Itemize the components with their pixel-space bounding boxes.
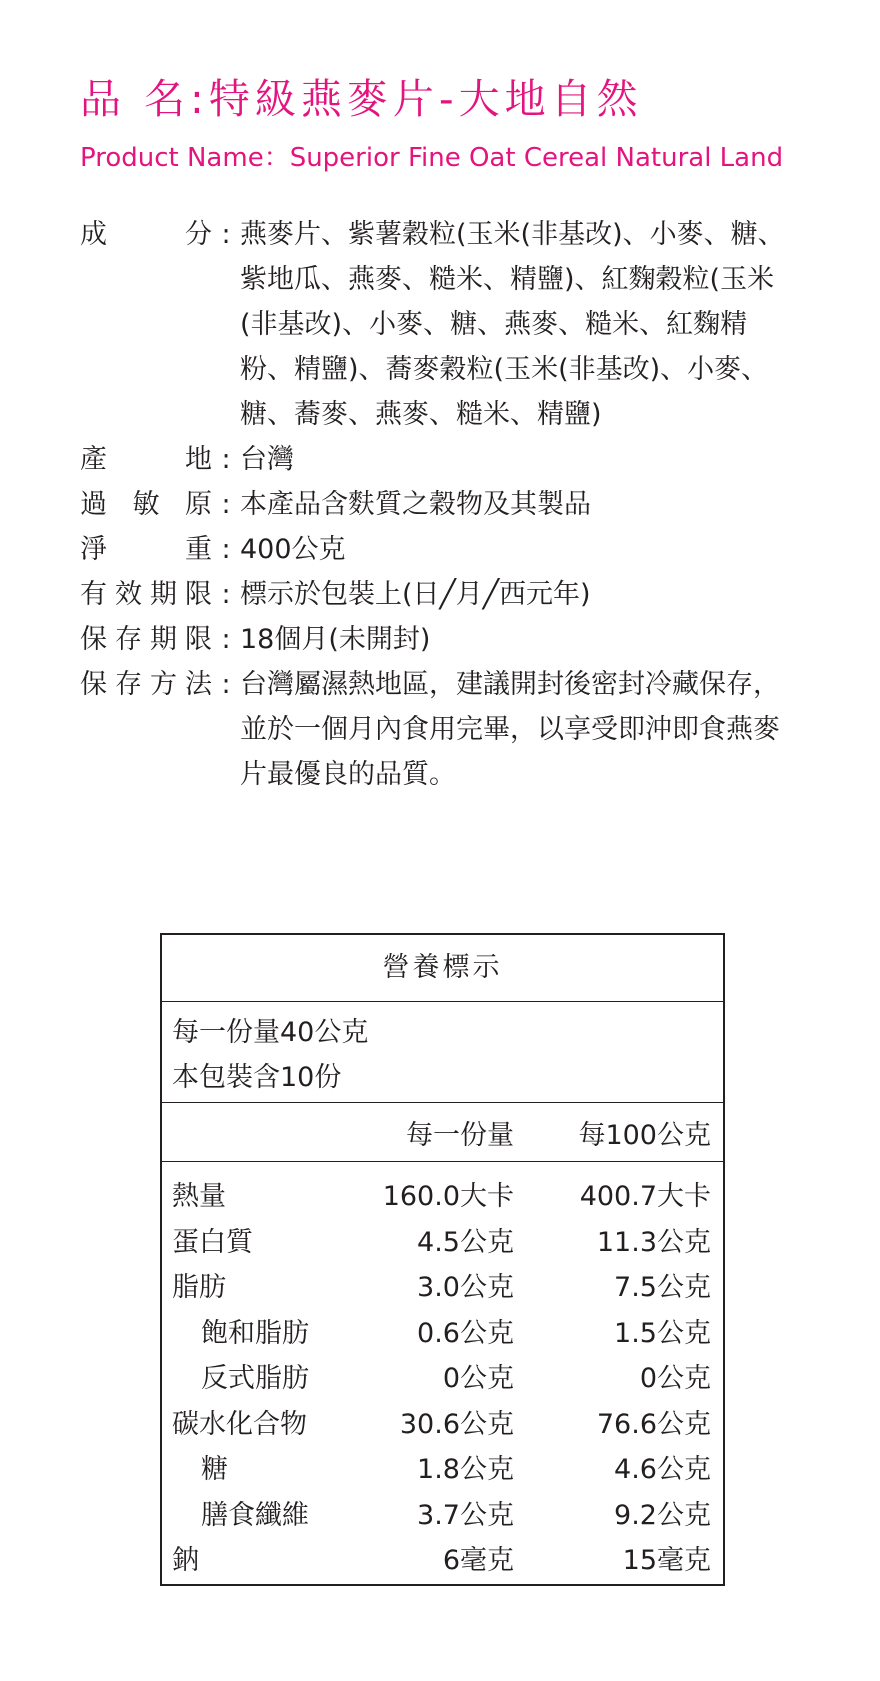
serving-size: 每一份量40公克 [172, 1017, 369, 1048]
spec-label [80, 527, 212, 572]
spec-label-char: 限 [185, 624, 212, 655]
product-title-zh: 品 名:特級燕麥片-大地自然 [80, 75, 643, 123]
per-100g-value: 9.2公克 [614, 1499, 711, 1531]
nutrient-name: 反式脂肪 [201, 1363, 309, 1394]
spec-label [80, 212, 212, 437]
spec-label-char: 重 [185, 534, 212, 565]
nutrition-row [162, 1174, 723, 1220]
nutrition-row [162, 1356, 723, 1402]
spec-label-char: 限 [185, 579, 212, 610]
per-serving-value: 1.8公克 [417, 1454, 514, 1485]
per-100g-value: 400.7大卡 [579, 1181, 711, 1212]
nutrient-name: 熱量 [172, 1181, 226, 1212]
nutrient-name: 飽和脂肪 [201, 1317, 309, 1349]
spec-row [80, 437, 840, 482]
product-specs [80, 212, 840, 797]
per-serving-value: 3.7公克 [417, 1499, 514, 1531]
nutrition-row [162, 1538, 723, 1584]
column-header-per-serving: 每一份量 [406, 1119, 514, 1151]
spec-colon: : [221, 579, 231, 610]
spec-colon: : [221, 219, 231, 250]
spec-label-char: 過 [80, 489, 107, 520]
spec-value: 本產品含麩質之穀物及其製品 [240, 489, 591, 520]
spec-value: 18個月(未開封) [240, 624, 431, 655]
per-100g-value: 0公克 [639, 1363, 711, 1394]
nutrition-header: 營養標示 [162, 935, 723, 1002]
spec-label-char: 效 [115, 579, 142, 610]
spec-row [80, 572, 840, 617]
spec-label-char: 有 [80, 579, 107, 610]
spec-colon: : [221, 489, 231, 520]
product-title-en: Product Name：Superior Fine Oat Cereal Natural Land [80, 143, 784, 173]
servings-per-pack: 本包裝含10份 [172, 1062, 342, 1093]
spec-colon: : [221, 534, 231, 565]
nutrition-column-headers [162, 1103, 723, 1162]
spec-value: 台灣屬濕熱地區，建議開封後密封冷藏保存，並於一個月內食用完畢，以享受即沖即食燕麥片最優良的品質。 [240, 669, 780, 790]
spec-label-char: 存 [115, 624, 142, 655]
spec-label-char: 保 [80, 669, 107, 700]
spec-label-char: 期 [150, 624, 177, 655]
spec-label [80, 572, 212, 617]
per-serving-value: 6毫克 [442, 1545, 514, 1576]
spec-value: 400公克 [240, 534, 346, 565]
spec-label-char: 原 [185, 489, 212, 520]
nutrient-name: 鈉 [172, 1545, 199, 1576]
spec-row [80, 617, 840, 662]
serving-info [162, 1002, 723, 1103]
nutrient-name: 蛋白質 [172, 1226, 253, 1258]
nutrition-row [162, 1493, 723, 1539]
per-100g-value: 7.5公克 [614, 1272, 711, 1303]
per-serving-value: 30.6公克 [399, 1408, 514, 1440]
spec-row [80, 662, 840, 797]
per-100g-value: 11.3公克 [596, 1226, 711, 1258]
spec-value: 標示於包裝上(日╱月╱西元年) [240, 579, 591, 610]
spec-value: 台灣 [240, 444, 294, 475]
spec-label [80, 662, 212, 797]
per-serving-value: 0公克 [442, 1363, 514, 1394]
per-100g-value: 4.6公克 [614, 1454, 711, 1485]
spec-row [80, 482, 840, 527]
nutrient-name: 糖 [201, 1454, 228, 1485]
per-100g-value: 76.6公克 [596, 1408, 711, 1440]
spec-label-char: 產 [80, 444, 107, 475]
per-serving-value: 3.0公克 [417, 1272, 514, 1303]
nutrition-row [162, 1402, 723, 1448]
per-serving-value: 0.6公克 [417, 1317, 514, 1349]
nutrition-row [162, 1311, 723, 1357]
spec-value: 燕麥片、紫薯穀粒(玉米(非基改)、小麥、糖、紫地瓜、燕麥、糙米、精鹽)、紅麴穀粒(玉米(非基改)、小麥、糖、燕麥、糙米、紅麴精粉、精鹽)、蕎麥穀粒(玉米(非基改)、小麥、糖、蕎麥、燕麥、糙米、精鹽) [240, 219, 785, 430]
per-serving-value: 160.0大卡 [382, 1181, 514, 1212]
nutrition-rows [162, 1162, 723, 1584]
spec-label [80, 437, 212, 482]
nutrition-row [162, 1447, 723, 1493]
column-header-per-100g: 每100公克 [578, 1119, 711, 1151]
nutrition-row [162, 1220, 723, 1266]
spec-colon: : [221, 669, 231, 700]
nutrient-name: 膳食纖維 [201, 1499, 309, 1531]
per-serving-value: 4.5公克 [417, 1226, 514, 1258]
spec-label-char: 地 [185, 444, 212, 475]
spec-label [80, 617, 212, 662]
spec-colon: : [221, 624, 231, 655]
spec-label-char: 期 [150, 579, 177, 610]
nutrient-name: 碳水化合物 [172, 1408, 307, 1440]
nutrition-facts-table [160, 933, 725, 1586]
spec-colon: : [221, 444, 231, 475]
nutrient-name: 脂肪 [172, 1272, 226, 1303]
spec-label [80, 482, 212, 527]
per-100g-value: 15毫克 [622, 1545, 711, 1576]
spec-label-char: 分 [185, 219, 212, 250]
spec-label-char: 敏 [132, 489, 160, 520]
spec-label-char: 成 [80, 219, 107, 250]
spec-label-char: 法 [185, 669, 212, 700]
nutrition-row [162, 1265, 723, 1311]
spec-label-char: 保 [80, 624, 107, 655]
per-100g-value: 1.5公克 [614, 1317, 711, 1349]
spec-row [80, 527, 840, 572]
spec-label-char: 方 [150, 669, 177, 700]
spec-label-char: 存 [115, 669, 142, 700]
spec-label-char: 淨 [80, 534, 107, 565]
spec-row [80, 212, 840, 437]
